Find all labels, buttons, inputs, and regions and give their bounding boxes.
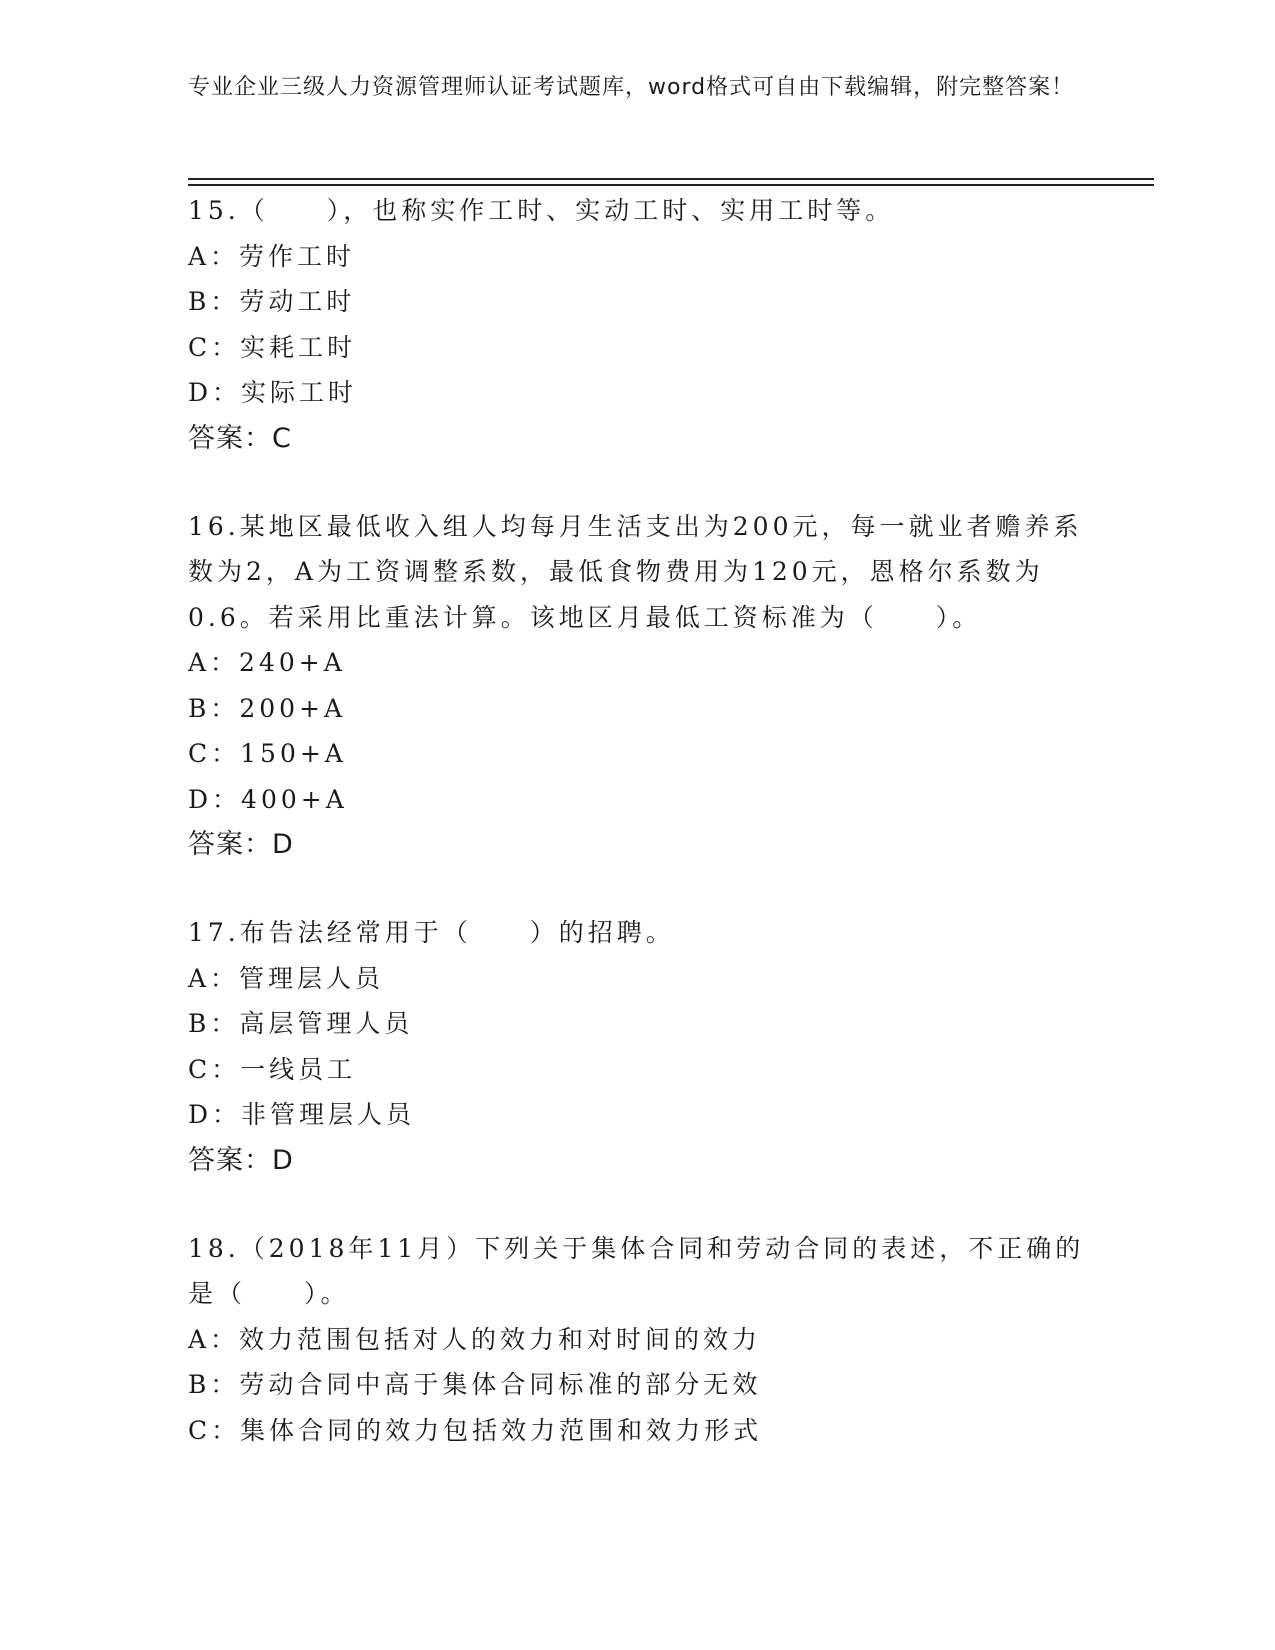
option-b: B：劳动工时 [188, 287, 356, 316]
option-c: C：150+A [188, 739, 347, 768]
question-17 [188, 910, 1088, 1184]
option-c: C：一线员工 [188, 1054, 357, 1084]
question-18 [188, 1226, 1088, 1454]
option-b: B：200+A [188, 693, 347, 723]
option-d: D：400+A [188, 784, 348, 814]
question-stem: 15.（ ），也称实作工时、实动工时、实用工时等。 [188, 196, 895, 225]
option-c: C：实耗工时 [188, 332, 357, 362]
option-a: A：240+A [188, 648, 346, 677]
option-a: A：效力范围包括对人的效力和对时间的效力 [188, 1324, 762, 1354]
option-d: D：实际工时 [188, 378, 358, 407]
document-header: 专业企业三级人力资源管理师认证考试题库，word格式可自由下载编辑，附完整答案！ [188, 75, 1075, 100]
header-divider-bottom [188, 184, 1154, 186]
header-divider-top [188, 178, 1154, 180]
question-stem: 17.布告法经常用于（ ）的招聘。 [188, 918, 675, 947]
option-a: A：劳作工时 [188, 241, 356, 271]
question-stem: 16.某地区最低收入组人均每月生活支出为200元，每一就业者赡养系数为2，A为工资调整系数，最低食物费用为120元，恩格尔系数为0.6。若采用比重法计算。该地区月最低工资标准为（ ）。 [188, 511, 1083, 632]
answer: 答案：D [188, 829, 294, 860]
question-16 [188, 504, 1088, 869]
question-15 [188, 188, 1088, 462]
option-c: C：集体合同的效力包括效力范围和效力形式 [188, 1415, 763, 1445]
option-a: A：管理层人员 [188, 963, 385, 993]
answer: 答案：C [188, 422, 292, 454]
question-list [188, 188, 1088, 1495]
question-stem: 18.（2018年11月）下列关于集体合同和劳动合同的表述，不正确的是（ ）。 [188, 1233, 1085, 1308]
option-d: D：非管理层人员 [188, 1100, 416, 1129]
option-b: B：劳动合同中高于集体合同标准的部分无效 [188, 1370, 762, 1399]
option-b: B：高层管理人员 [188, 1009, 414, 1038]
answer: 答案：D [188, 1144, 294, 1176]
